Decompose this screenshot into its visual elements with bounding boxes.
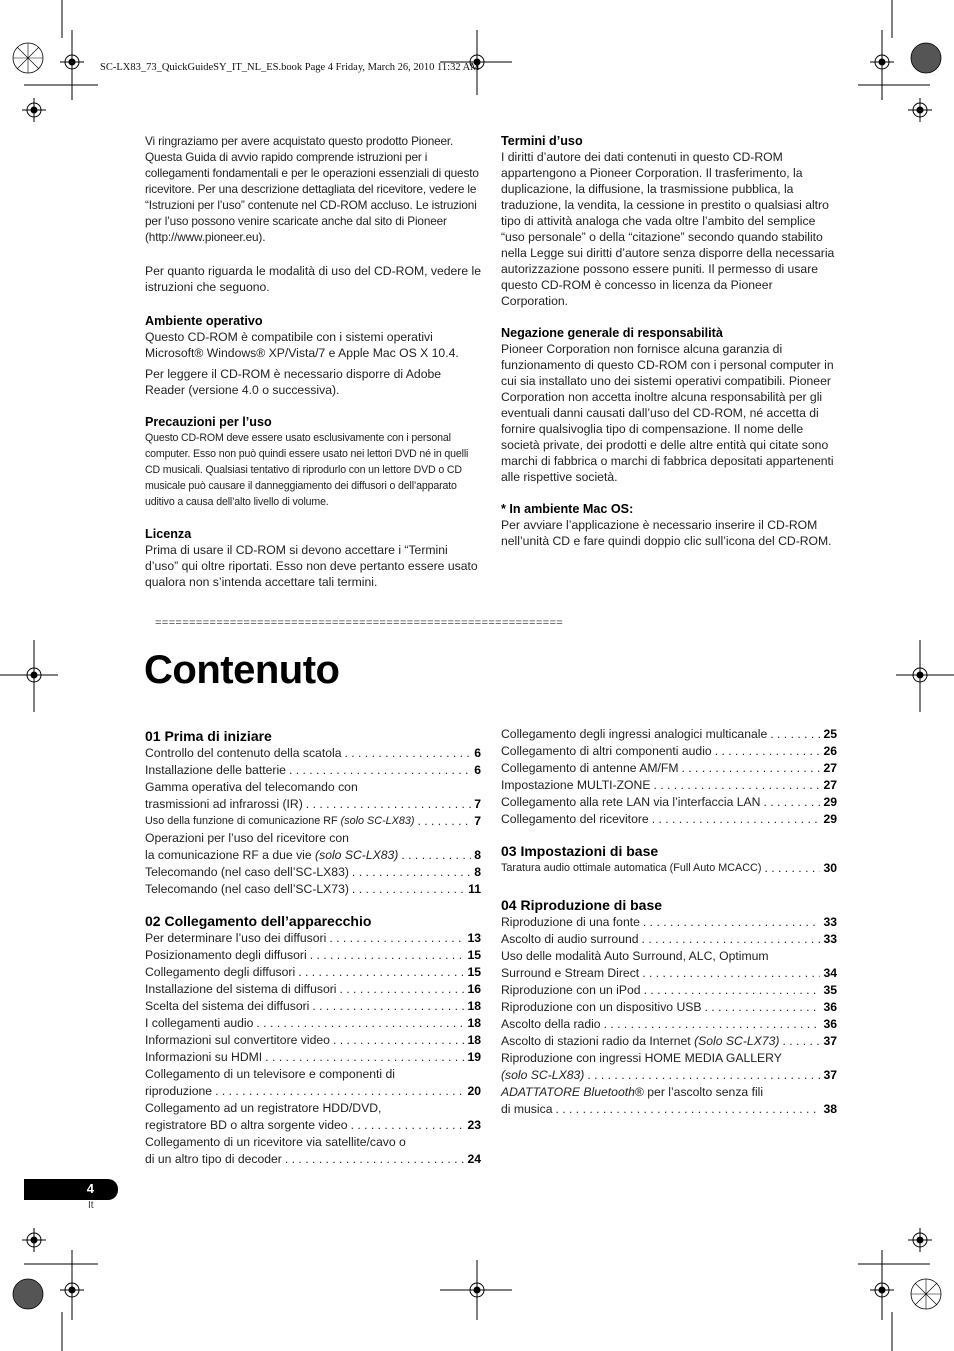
toc-entry[interactable]: Installazione delle batterie . . . 6 [145,762,481,779]
precauzioni-heading: Precauzioni per l’uso [145,415,272,429]
toc-entry-line: Uso delle modalità Auto Surround, ALC, Optimum [501,949,769,963]
termini-heading: Termini d’uso [501,134,583,148]
toc-entry-line: Collegamento di un televisore e componenti di [145,1067,395,1081]
language-code: It [88,1200,94,1211]
toc-entry[interactable]: riproduzione . . . 20 [145,1083,481,1100]
licenza-paragraph: Prima di usare il CD-ROM si devono accettare i “Termini d’uso” qui oltre riportati. Esso non deve pertanto essere usato qualora non s’intenda accettare tali termini. [145,543,478,589]
toc-section-03-heading: 03 Impostazioni di base [501,843,659,859]
toc-section-01-heading: 01 Prima di iniziare [145,728,272,744]
termini-paragraph: I diritti d’autore dei dati contenuti in questo CD-ROM appartengono a Pioneer Corporation. Il trasferimento, la duplicazione, la diffusione, la trasmissione pubblica, la traduzione, la vendita, la cessione in prestito o qualsiasi altro tipo di attività analoga che vada oltre l’ambito del semplice “uso personale” o della “citazione” secondo quando stabilito nella Legge sui diritti d’autore senza disporre della necessaria autorizzazione possono essere puniti. Il permesso di usare questo CD-ROM è concesso in licenza da Pioneer Corporation. [501,150,835,308]
toc-section-02-heading: 02 Collegamento dell’apparecchio [145,913,372,929]
toc-entry[interactable]: Ascolto di audio surround . . . 33 [501,931,837,948]
toc-entry[interactable]: Ascolto della radio . . . 36 [501,1016,837,1033]
intro-right-column [501,133,837,549]
toc-right-column [501,726,837,1118]
toc-entry[interactable]: Riproduzione con un iPod . . . 35 [501,982,837,999]
toc-entry[interactable]: Impostazione MULTI-ZONE . . . 27 [501,777,837,794]
toc-entry[interactable]: Surround e Stream Direct . . . 34 [501,965,837,982]
negazione-heading: Negazione generale di responsabilità [501,326,723,340]
cdrom-usage-paragraph: Per quanto riguarda le modalità di uso del CD-ROM, vedere le istruzioni che seguono. [145,264,482,294]
toc-entry[interactable]: Per determinare l’uso dei diffusori . . . 13 [145,930,481,947]
toc-entry[interactable]: Collegamento degli ingressi analogici multicanale . . . 25 [501,726,837,743]
toc-entry[interactable]: Collegamento degli diffusori . . . 15 [145,964,481,981]
ambiente-paragraph-1: Questo CD-ROM è compatibile con i sistemi operativi Microsoft® Windows® XP/Vista/7 e Apple Mac OS X 10.4. [145,330,459,360]
intro-left-column [145,133,483,590]
toc-entry-line: Gamma operativa del telecomando con [145,780,358,794]
toc-entry[interactable]: Informazioni sul convertitore video . . . 18 [145,1032,481,1049]
page-number: 4 [86,1181,94,1196]
toc-entry[interactable]: trasmissioni ad infrarossi (IR) . . . 7 [145,796,481,813]
toc-entry[interactable]: Collegamento del ricevitore . . . 29 [501,811,837,828]
toc-entry[interactable]: la comunicazione RF a due vie (solo SC-LX83) . . . 8 [145,847,481,864]
toc-entry[interactable]: Taratura audio ottimale automatica (Full Auto MCACC) . . . 30 [501,860,837,877]
negazione-paragraph: Pioneer Corporation non fornisce alcuna garanzia di funzionamento di questo CD-ROM con i personal computer in cui sia installato uno dei sistemi operativi compatibili. Pioneer Corporation non accetta inoltre alcuna responsabilità per gli eventuali danni causati dall’uso del CD-ROM, né accetta di fornire qualsivoglia tipo di compensazione. Il nome delle società private, dei prodotti e delle altre entità qui citate sono marchi di fabbrica o marchi di fabbrica depositati appartenenti alle rispettive società. [501,342,834,484]
toc-entry[interactable]: Telecomando (nel caso dell’SC-LX83) . . . 8 [145,864,481,881]
toc-entry[interactable]: Scelta del sistema dei diffusori . . . 18 [145,998,481,1015]
toc-entry[interactable]: Ascolto di stazioni radio da Internet (Solo SC-LX73) . . . 37 [501,1033,837,1050]
toc-entry[interactable]: Riproduzione con un dispositivo USB . . . 36 [501,999,837,1016]
mac-paragraph: Per avviare l’applicazione è necessario inserire il CD-ROM nell’unità CD e fare quindi doppio clic sull’icona del CD-ROM. [501,518,832,548]
separator-line: ============================================================ [155,618,564,630]
toc-section-04-heading: 04 Riproduzione di base [501,897,663,913]
toc-entry[interactable]: Collegamento di altri componenti audio . . . 26 [501,743,837,760]
page-number-badge [24,1179,118,1200]
toc-entry[interactable]: di musica . . . 38 [501,1101,837,1118]
toc-entry[interactable]: I collegamenti audio . . . 18 [145,1015,481,1032]
ambiente-heading: Ambiente operativo [145,314,263,328]
toc-entry[interactable]: Collegamento alla rete LAN via l’interfaccia LAN . . . 29 [501,794,837,811]
precauzioni-paragraph: Questo CD-ROM deve essere usato esclusivamente con i personal computer. Esso non può quindi essere usato nei lettori DVD né in quelli CD musicali. Qualsiasi tentativo di riprodurlo con un lettore DVD o CD musicale può causare il danneggiamento dei diffusori o dell’apparato uditivo a causa dell’alto livello di volume. [145,432,469,508]
print-slug: SC-LX83_73_QuickGuideSY_IT_NL_ES.book Page 4 Friday, March 26, 2010 11:32 AM [100,62,480,73]
toc-entry[interactable]: Riproduzione di una fonte . . . 33 [501,914,837,931]
toc-entry[interactable]: Posizionamento degli diffusori . . . 15 [145,947,481,964]
ambiente-paragraph-2: Per leggere il CD-ROM è necessario disporre di Adobe Reader (versione 4.0 o successiva). [145,367,442,397]
toc-entry[interactable]: Controllo del contenuto della scatola . . . 6 [145,745,481,762]
toc-entry[interactable]: registratore BD o altra sorgente video . . . 23 [145,1117,481,1134]
toc-entry-line: Operazioni per l’uso del ricevitore con [145,831,349,845]
toc-left-column [145,727,481,1168]
toc-entry-line: ADATTATORE Bluetooth® per l’ascolto senza fili [501,1085,764,1099]
intro-paragraph: Vi ringraziamo per avere acquistato questo prodotto Pioneer. Questa Guida di avvio rapido comprende istruzioni per i collegamenti fondamentali e per le operazioni essenziali di questo ricevitore. Per una descrizione dettagliata del ricevitore, vedere le “Istruzioni per l’uso” contenute nel CD-ROM accluso. Le istruzioni per l’uso possono venire scaricate anche dal sito di Pioneer (http://www.pioneer.eu). [145,134,479,244]
toc-entry-line: Riproduzione con ingressi HOME MEDIA GALLERY [501,1051,782,1065]
mac-heading: * In ambiente Mac OS: [501,502,634,516]
licenza-heading: Licenza [145,527,192,541]
page-title: Contenuto [144,648,340,692]
toc-entry[interactable]: Installazione del sistema di diffusori . . . 16 [145,981,481,998]
toc-entry-line: Collegamento ad un registratore HDD/DVD, [145,1101,382,1115]
toc-entry[interactable]: Informazioni su HDMI . . . 19 [145,1049,481,1066]
toc-entry[interactable]: (solo SC-LX83) . . . 37 [501,1067,837,1084]
toc-entry-line: Collegamento di un ricevitore via satellite/cavo o [145,1135,406,1149]
toc-entry[interactable]: Uso della funzione di comunicazione RF (solo SC-LX83) . . . 7 [145,813,481,830]
toc-entry[interactable]: Collegamento di antenne AM/FM . . . 27 [501,760,837,777]
toc-entry[interactable]: di un altro tipo di decoder . . . 24 [145,1151,481,1168]
toc-entry[interactable]: Telecomando (nel caso dell’SC-LX73) . . . 11 [145,881,481,898]
